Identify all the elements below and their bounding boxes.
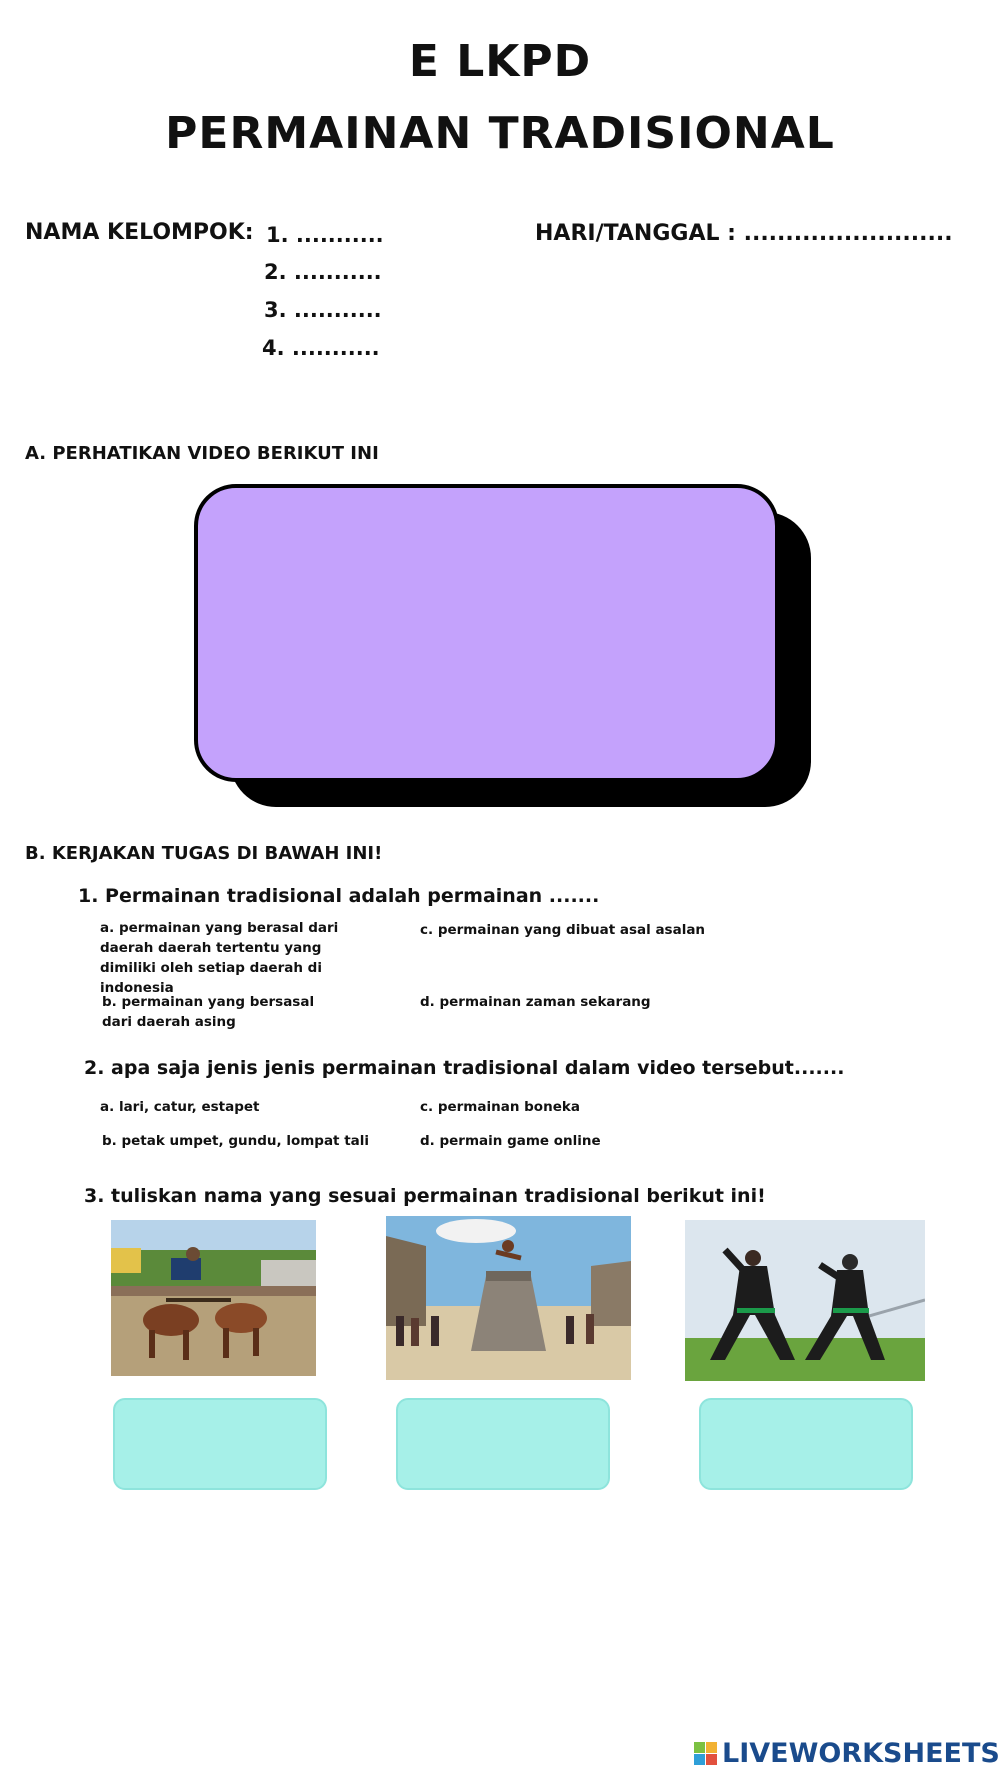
answer-box-1[interactable] bbox=[113, 1398, 327, 1490]
q1-option-d[interactable]: d. permainan zaman sekarang bbox=[420, 994, 651, 1010]
section-a-heading: A. PERHATIKAN VIDEO BERIKUT INI bbox=[25, 443, 379, 464]
member-line-4: 4. ........... bbox=[262, 336, 380, 360]
member-line-1: 1. ........... bbox=[266, 223, 384, 247]
worksheet-subtitle: PERMAINAN TRADISIONAL bbox=[165, 108, 835, 159]
liveworksheets-brand: LIVEWORKSHEETS bbox=[722, 1738, 1000, 1769]
q2-option-d[interactable]: d. permain game online bbox=[420, 1133, 601, 1149]
worksheet-title: E LKPD bbox=[408, 36, 592, 87]
member-line-3: 3. ........... bbox=[264, 298, 382, 322]
group-label: NAMA KELOMPOK: bbox=[25, 220, 254, 245]
q1-option-a[interactable]: a. permainan yang berasal dari daerah daerah tertentu yang dimiliki oleh setiap daerah di indonesia bbox=[100, 920, 339, 996]
q1-option-b[interactable]: b. permainan yang bersasal dari daerah asing bbox=[102, 994, 315, 1030]
video-player[interactable] bbox=[194, 484, 779, 782]
question-3: 3. tuliskan nama yang sesuai permainan tradisional berikut ini! bbox=[84, 1185, 766, 1207]
photo-stone-jumping bbox=[386, 1216, 631, 1380]
q2-option-b[interactable]: b. petak umpet, gundu, lompat tali bbox=[102, 1133, 370, 1149]
photo-bull-racing bbox=[111, 1220, 316, 1376]
member-line-2: 2. ........... bbox=[264, 260, 382, 284]
liveworksheets-logo-icon bbox=[694, 1742, 718, 1766]
section-b-heading: B. KERJAKAN TUGAS DI BAWAH INI! bbox=[25, 843, 383, 864]
question-2: 2. apa saja jenis jenis permainan tradisional dalam video tersebut....... bbox=[84, 1057, 845, 1079]
q1-option-c[interactable]: c. permainan yang dibuat asal asalan bbox=[420, 922, 706, 938]
answer-box-3[interactable] bbox=[699, 1398, 913, 1490]
answer-box-2[interactable] bbox=[396, 1398, 610, 1490]
liveworksheets-logo bbox=[692, 1738, 1000, 1769]
date-label: HARI/TANGGAL : ......................... bbox=[535, 221, 953, 246]
photo-pencak-silat bbox=[685, 1220, 925, 1381]
question-1: 1. Permainan tradisional adalah permainan ....... bbox=[78, 885, 600, 907]
q2-option-c[interactable]: c. permainan boneka bbox=[420, 1099, 580, 1115]
q2-option-a[interactable]: a. lari, catur, estapet bbox=[100, 1099, 260, 1115]
